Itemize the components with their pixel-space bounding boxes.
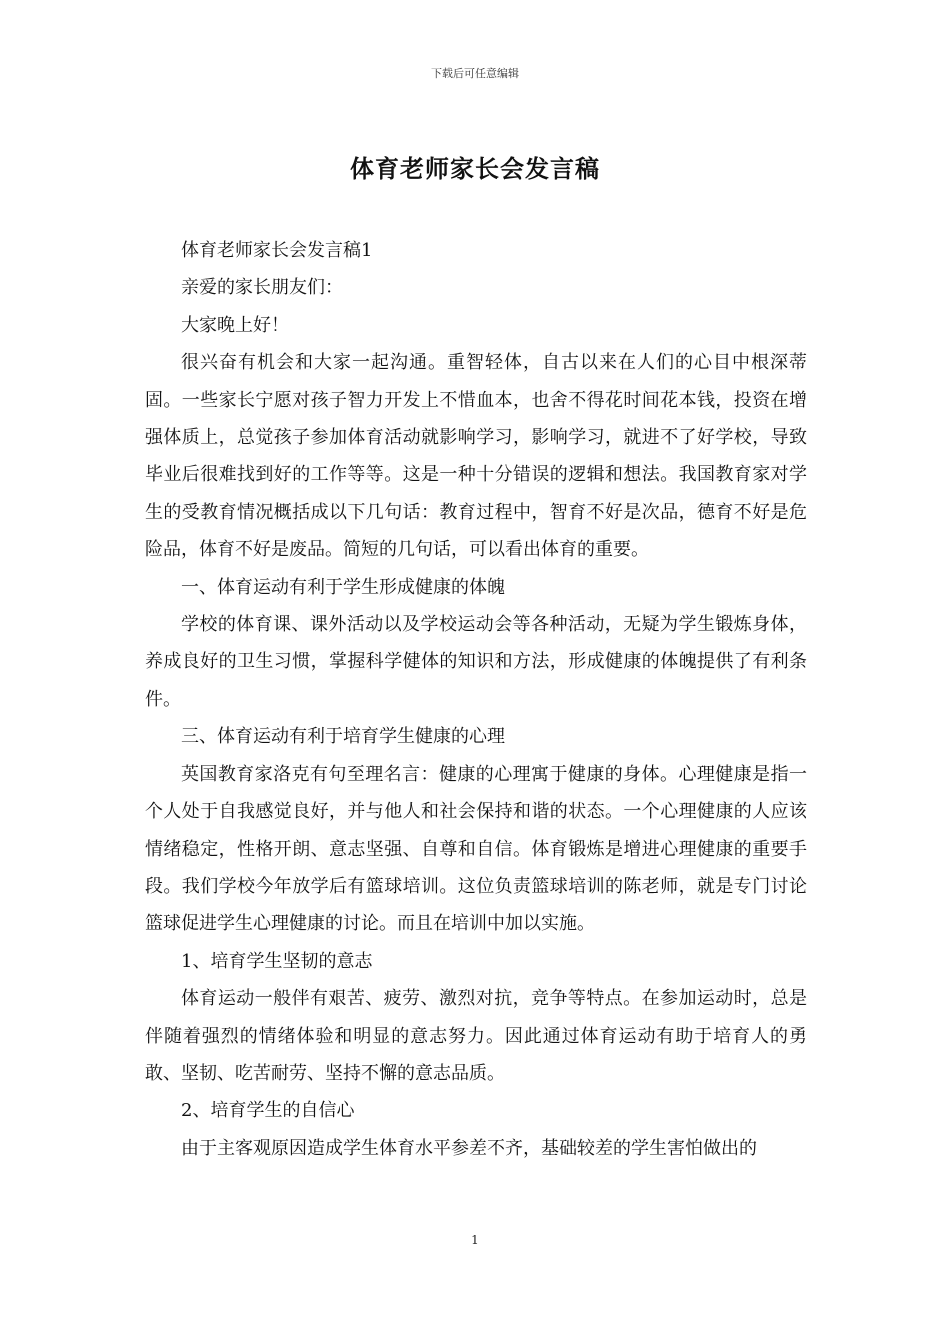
body-paragraph: 很兴奋有机会和大家一起沟通。重智轻体，自古以来在人们的心目中根深蒂固。一些家长宁愿对孩子智力开发上不惜血本，也舍不得花时间花本钱，投资在增强体质上，总觉孩子参加体育活动就影响学习，影响学习，就进不了好学校，导致毕业后很难找到好的工作等等。这是一种十分错误的逻辑和想法。我国教育家对学生的受教育情况概括成以下几句话：教育过程中，智育不好是次品，德育不好是危险品，体育不好是废品。简短的几句话，可以看出体育的重要。 bbox=[145, 352, 807, 561]
salutation-paragraph: 亲爱的家长朋友们： bbox=[181, 277, 343, 299]
body-paragraph: 学校的体育课、课外活动以及学校运动会等各种活动，无疑为学生锻炼身体，养成良好的卫生习惯，掌握科学健体的知识和方法，形成健康的体魄提供了有利条件。 bbox=[145, 614, 807, 710]
body-paragraph: 英国教育家洛克有句至理名言：健康的心理寓于健康的身体。心理健康是指一个人处于自我感觉良好，并与他人和社会保持和谐的状态。一个心理健康的人应该情绪稳定，性格开朗、意志坚强、自尊和自信。体育锻炼是增进心理健康的重要手段。我们学校今年放学后有篮球培训。这位负责篮球培训的陈老师，就是专门讨论篮球促进学生心理健康的讨论。而且在培训中加以实施。 bbox=[145, 763, 807, 935]
section-heading: 一、体育运动有利于学生形成健康的体魄 bbox=[181, 576, 505, 598]
body-paragraph: 体育运动一般伴有艰苦、疲劳、激烈对抗，竞争等特点。在参加运动时，总是伴随着强烈的情绪体验和明显的意志努力。因此通过体育运动有助于培育人的勇敢、坚韧、吃苦耐劳、坚持不懈的意志品质。 bbox=[145, 988, 807, 1084]
subsection-heading: 1、培育学生坚韧的意志 bbox=[181, 950, 373, 972]
subtitle-paragraph: 体育老师家长会发言稿1 bbox=[181, 240, 373, 261]
document-title: 体育老师家长会发言稿 bbox=[350, 154, 600, 183]
subsection-heading: 2、培育学生的自信心 bbox=[181, 1100, 355, 1122]
body-paragraph: 由于主客观原因造成学生体育水平参差不齐，基础较差的学生害怕做出的 bbox=[181, 1137, 757, 1159]
page-number: 1 bbox=[471, 1233, 479, 1247]
greeting-paragraph: 大家晚上好！ bbox=[181, 314, 289, 336]
page-header-note: 下载后可任意编辑 bbox=[431, 67, 519, 80]
document-body bbox=[145, 232, 807, 1167]
section-heading: 三、体育运动有利于培育学生健康的心理 bbox=[181, 726, 505, 748]
